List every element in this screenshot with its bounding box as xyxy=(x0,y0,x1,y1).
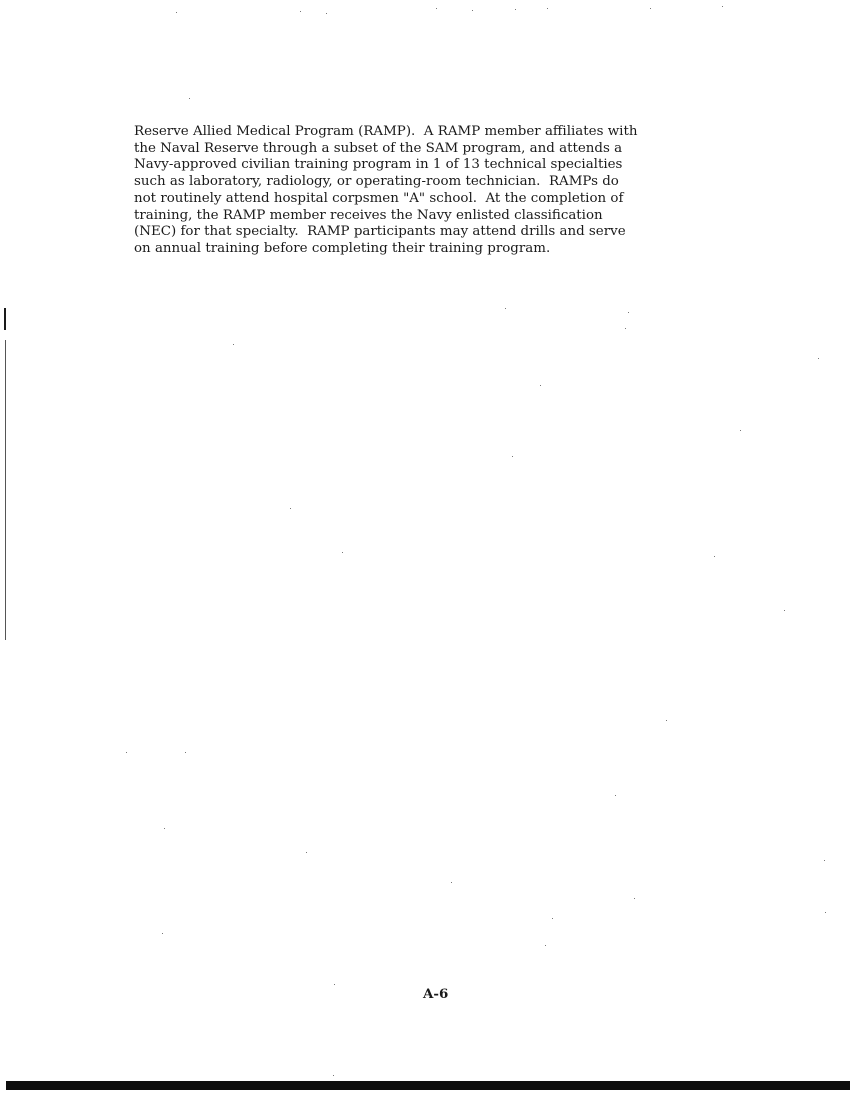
scan-speck xyxy=(714,556,715,557)
scan-speck xyxy=(451,882,452,883)
scan-speck xyxy=(625,328,626,329)
scan-speck xyxy=(552,918,553,919)
paragraph-line: on annual training before completing their training program. xyxy=(134,240,551,256)
page-number: A-6 xyxy=(423,986,449,1002)
scan-speck xyxy=(818,358,819,359)
scan-speck xyxy=(825,912,826,913)
scan-speck xyxy=(300,11,301,12)
paragraph-line: the Naval Reserve through a subset of the SAM program, and attends a xyxy=(134,140,623,156)
scan-speck xyxy=(545,945,546,946)
scan-speck xyxy=(472,10,473,11)
scan-speck xyxy=(540,385,541,386)
scan-speck xyxy=(436,8,437,9)
margin-scan-mark xyxy=(4,308,6,330)
scan-speck xyxy=(824,860,825,861)
scan-speck xyxy=(233,344,234,345)
scan-bottom-border xyxy=(6,1081,850,1090)
scan-speck xyxy=(164,828,165,829)
scan-speck xyxy=(512,456,513,457)
scan-speck xyxy=(722,6,723,7)
scan-speck xyxy=(334,984,335,985)
scan-speck xyxy=(342,552,343,553)
scan-speck xyxy=(505,308,506,309)
scan-speck xyxy=(189,98,190,99)
scan-speck xyxy=(615,795,616,796)
scan-speck xyxy=(290,508,291,509)
scan-speck xyxy=(634,898,635,899)
scan-speck xyxy=(333,1075,334,1076)
scan-speck xyxy=(126,752,127,753)
scan-speck xyxy=(326,13,327,14)
scan-speck xyxy=(547,8,548,9)
paragraph-line: Navy-approved civilian training program in 1 of 13 technical specialties xyxy=(134,157,623,173)
scan-speck xyxy=(162,933,163,934)
margin-scan-line xyxy=(5,340,6,640)
scan-speck xyxy=(185,752,186,753)
scan-speck xyxy=(515,9,516,10)
ramp-paragraph xyxy=(134,124,744,258)
paragraph-line: Reserve Allied Medical Program (RAMP). A RAMP member affiliates with xyxy=(134,124,638,139)
paragraph-line: (NEC) for that specialty. RAMP participants may attend drills and serve xyxy=(134,224,626,240)
scan-speck xyxy=(740,430,741,431)
scan-speck xyxy=(666,720,667,721)
scan-speck xyxy=(650,8,651,9)
scan-speck xyxy=(176,12,177,13)
scan-speck xyxy=(306,852,307,853)
paragraph-line: such as laboratory, radiology, or operating-room technician. RAMPs do xyxy=(134,174,619,190)
scan-speck xyxy=(628,312,629,313)
paragraph-line: training, the RAMP member receives the Navy enlisted classification xyxy=(134,207,603,223)
scan-speck xyxy=(784,610,785,611)
paragraph-line: not routinely attend hospital corpsmen "A" school. At the completion of xyxy=(134,190,624,206)
